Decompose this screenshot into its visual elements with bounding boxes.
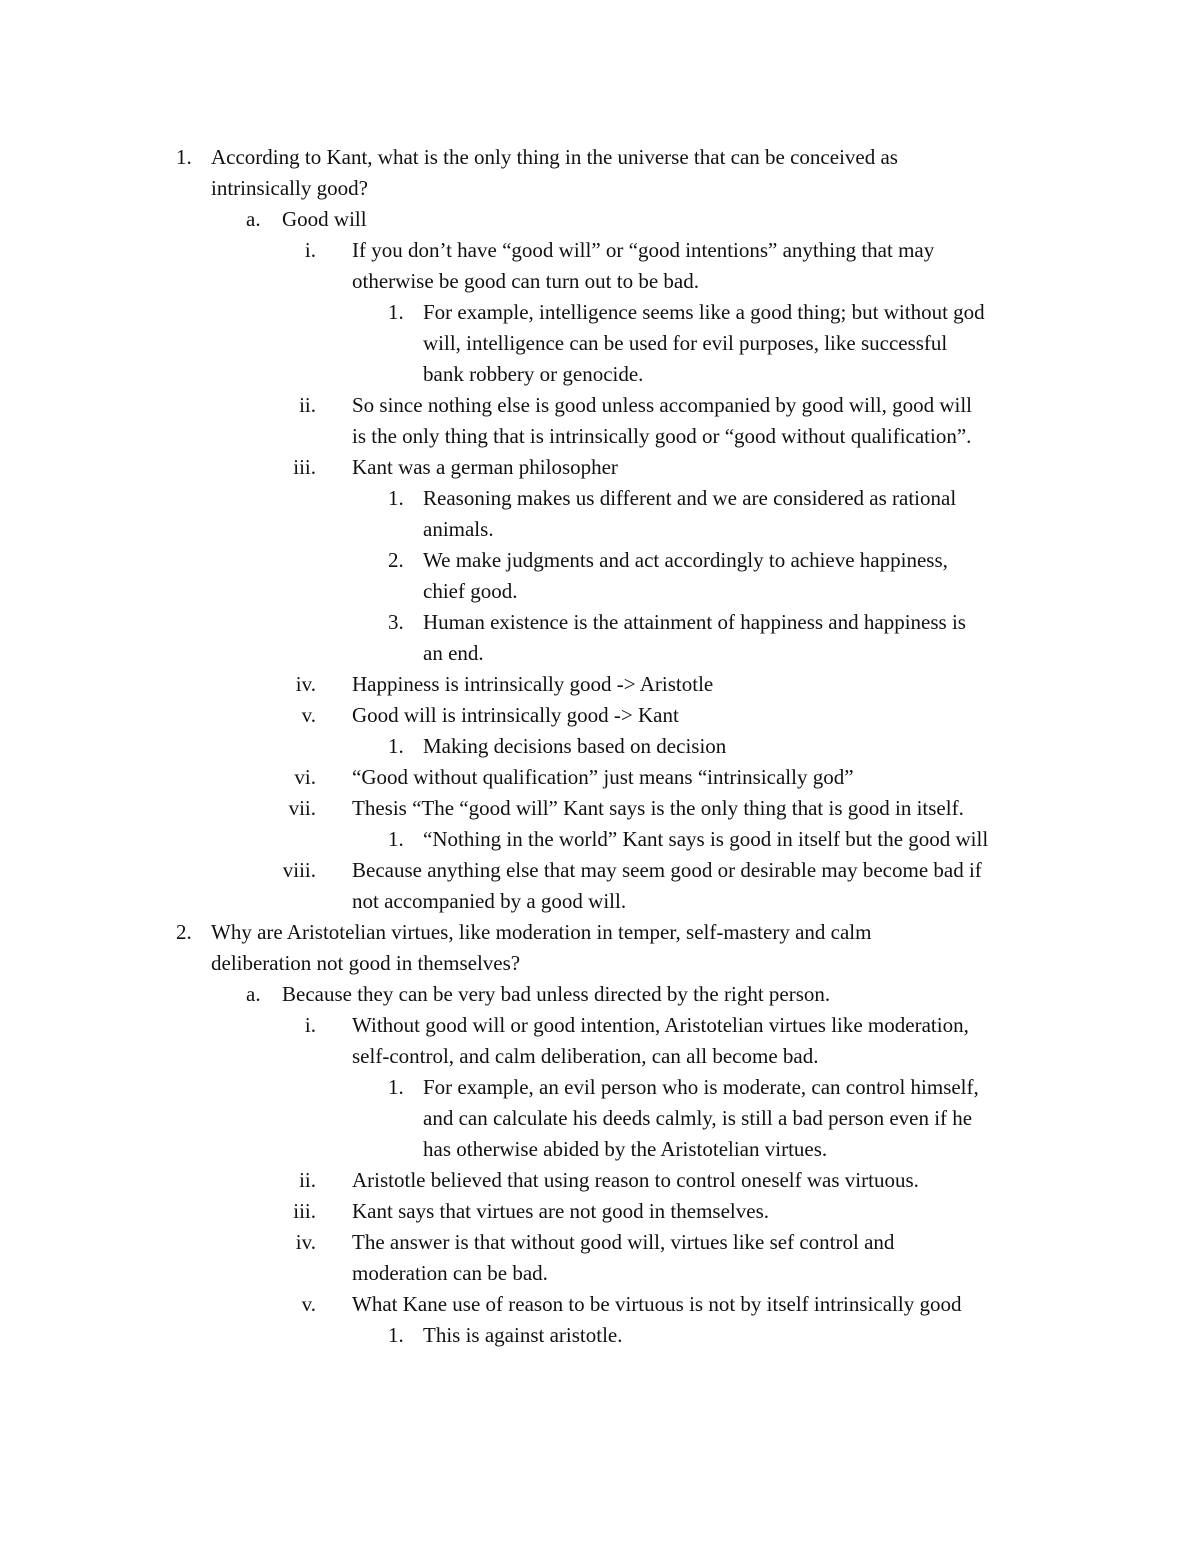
item-text-continued: otherwise be good can turn out to be bad. [352,269,699,293]
lettered-item [0,204,1200,235]
item-text: Kant says that virtues are not good in themselves. [352,1199,769,1223]
item-text: Human existence is the attainment of happiness and happiness is [423,610,966,634]
list-marker: 1. [176,145,192,169]
item-text-continued: chief good. [423,579,518,603]
item-continuation [0,1041,1200,1072]
roman-item [0,390,1200,421]
item-text: The answer is that without good will, virtues like sef control and [352,1230,895,1254]
roman-item [0,452,1200,483]
sub-numbered-item [0,297,1200,328]
list-marker: vi. [294,765,316,789]
roman-item [0,855,1200,886]
sub-numbered-item [0,824,1200,855]
roman-item [0,235,1200,266]
roman-item [0,1165,1200,1196]
item-continuation [0,514,1200,545]
list-marker: vii. [288,796,316,820]
sub-numbered-item [0,1072,1200,1103]
item-text: “Good without qualification” just means “intrinsically god” [352,765,854,789]
item-text: Good will is intrinsically good -> Kant [352,703,679,727]
item-continuation [0,1258,1200,1289]
item-text-continued: deliberation not good in themselves? [211,951,521,975]
numbered-item [0,142,1200,173]
item-text-continued: an end. [423,641,484,665]
list-marker: i. [304,238,316,262]
sub-numbered-item [0,731,1200,762]
item-text: This is against aristotle. [423,1323,623,1347]
item-text: Making decisions based on decision [423,734,727,758]
item-text-continued: intrinsically good? [211,176,368,200]
list-marker: v. [301,703,316,727]
item-text: Without good will or good intention, Aristotelian virtues like moderation, [352,1013,969,1037]
item-text-continued: animals. [423,517,494,541]
sub-numbered-item [0,1320,1200,1351]
lettered-item [0,979,1200,1010]
list-marker: 2. [176,920,192,944]
list-marker: 1. [388,1075,404,1099]
numbered-item [0,917,1200,948]
item-text: Why are Aristotelian virtues, like moderation in temper, self-mastery and calm [211,920,872,944]
list-marker: 2. [388,548,404,572]
item-text-continued: moderation can be bad. [352,1261,548,1285]
item-continuation [0,638,1200,669]
roman-item [0,1289,1200,1320]
list-marker: iv. [295,672,316,696]
roman-item [0,1196,1200,1227]
list-marker: iii. [293,1199,316,1223]
roman-item [0,700,1200,731]
item-text-continued: and can calculate his deeds calmly, is still a bad person even if he [423,1106,973,1130]
item-text: Happiness is intrinsically good -> Aristotle [352,672,714,696]
list-marker: 3. [388,610,404,634]
roman-item [0,1227,1200,1258]
item-text: Because anything else that may seem good or desirable may become bad if [352,858,982,882]
roman-item [0,1010,1200,1041]
list-marker: iv. [295,1230,316,1254]
item-text-continued: has otherwise abided by the Aristotelian virtues. [423,1137,828,1161]
item-text: “Nothing in the world” Kant says is good in itself but the good will [423,827,989,851]
item-continuation [0,576,1200,607]
sub-numbered-item [0,545,1200,576]
list-marker: a. [246,207,261,231]
item-text: What Kane use of reason to be virtuous is not by itself intrinsically good [352,1292,962,1316]
item-text-continued: not accompanied by a good will. [352,889,627,913]
list-marker: 1. [388,1323,404,1347]
list-marker: 1. [388,300,404,324]
roman-item [0,793,1200,824]
item-text-continued: is the only thing that is intrinsically good or “good without qualification”. [352,424,972,448]
sub-numbered-item [0,607,1200,638]
item-continuation [0,328,1200,359]
list-marker: i. [304,1013,316,1037]
list-marker: iii. [293,455,316,479]
item-continuation [0,886,1200,917]
item-text: Aristotle believed that using reason to control oneself was virtuous. [352,1168,919,1192]
list-marker: viii. [282,858,316,882]
item-continuation [0,421,1200,452]
item-continuation [0,266,1200,297]
list-marker: ii. [299,1168,316,1192]
item-text: Thesis “The “good will” Kant says is the only thing that is good in itself. [352,796,964,820]
list-marker: v. [301,1292,316,1316]
item-text-continued: will, intelligence can be used for evil purposes, like successful [423,331,948,355]
item-text: For example, an evil person who is moderate, can control himself, [423,1075,979,1099]
roman-item [0,762,1200,793]
item-text: Reasoning makes us different and we are considered as rational [423,486,957,510]
list-marker: 1. [388,486,404,510]
item-text: Because they can be very bad unless directed by the right person. [282,982,831,1006]
item-text: Good will [282,207,367,231]
item-text: Kant was a german philosopher [352,455,618,479]
item-continuation [0,948,1200,979]
item-text: If you don’t have “good will” or “good intentions” anything that may [352,238,935,262]
item-text: So since nothing else is good unless accompanied by good will, good will [352,393,973,417]
item-continuation [0,359,1200,390]
list-marker: 1. [388,734,404,758]
item-text-continued: self-control, and calm deliberation, can all become bad. [352,1044,819,1068]
item-text: For example, intelligence seems like a good thing; but without god [423,300,985,324]
list-marker: a. [246,982,261,1006]
list-marker: 1. [388,827,404,851]
item-text: We make judgments and act accordingly to achieve happiness, [423,548,948,572]
item-text: According to Kant, what is the only thing in the universe that can be conceived as [211,145,898,169]
list-marker: ii. [299,393,316,417]
item-continuation [0,173,1200,204]
item-continuation [0,1103,1200,1134]
item-text-continued: bank robbery or genocide. [423,362,644,386]
sub-numbered-item [0,483,1200,514]
roman-item [0,669,1200,700]
item-continuation [0,1134,1200,1165]
